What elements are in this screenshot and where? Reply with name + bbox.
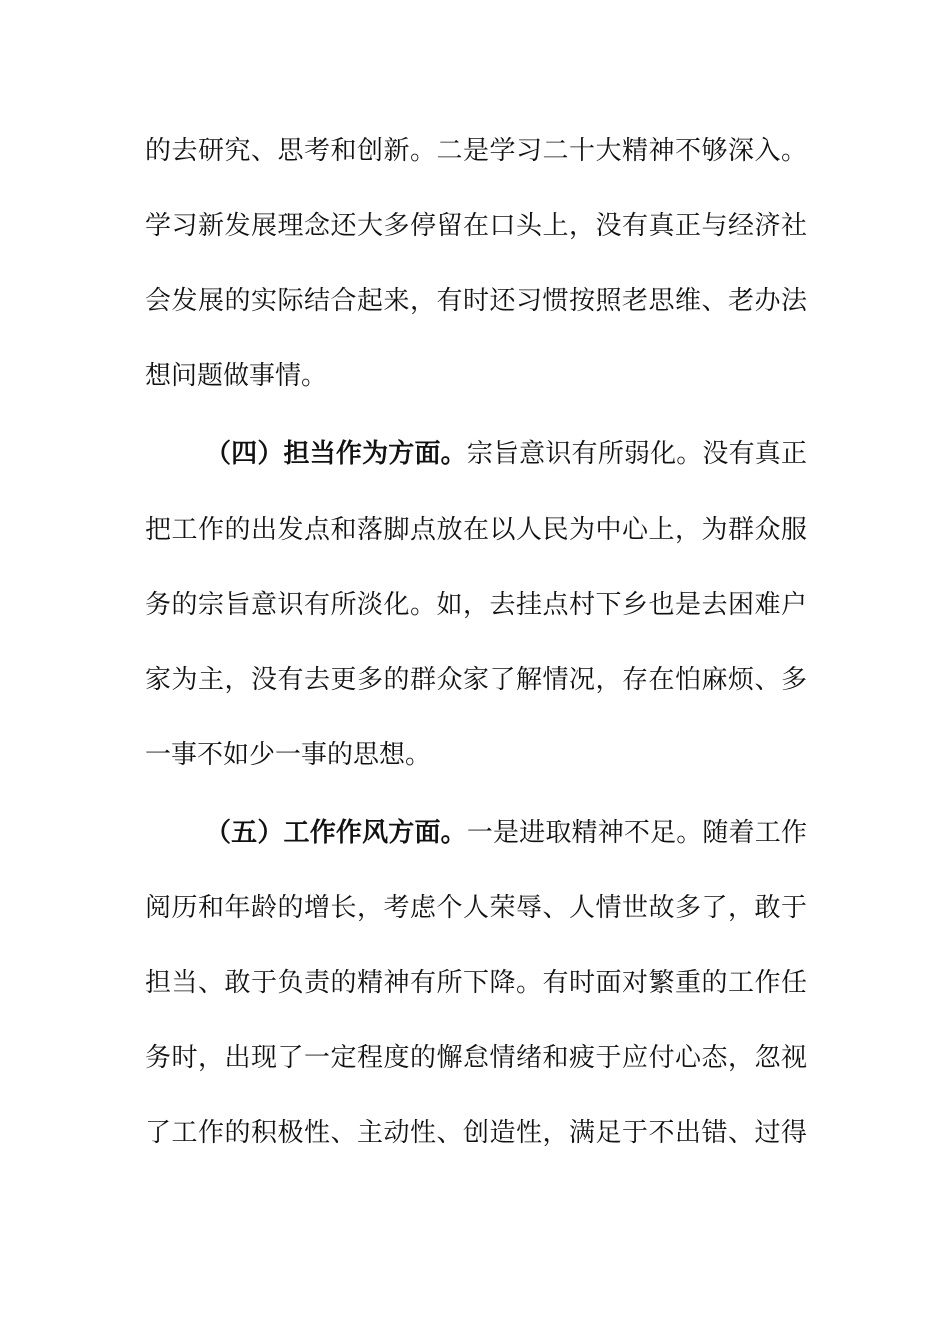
section-four-text: 宗旨意识有所弱化。没有真正 [466,439,807,469]
paragraph-line: 了工作的积极性、主动性、创造性，满足于不出错、过得 [145,1118,807,1148]
paragraph-line: 家为主，没有去更多的群众家了解情况，存在怕麻烦、多 [145,665,807,695]
paragraph-line: 的去研究、思考和创新。二是学习二十大精神不够深入。 [145,136,807,166]
paragraph-line: 一事不如少一事的思想。 [145,740,432,770]
paragraph-line: 务的宗旨意识有所淡化。如，去挂点村下乡也是去困难户 [145,590,807,620]
section-five-heading: （五）工作作风方面。 [205,818,467,848]
section-five-first-line [205,813,807,853]
paragraph-line: 会发展的实际结合起来，有时还习惯按照老思维、老办法 [145,286,807,316]
section-five-text: 一是进取精神不足。随着工作 [466,818,807,848]
paragraph-line: 学习新发展理念还大多停留在口头上，没有真正与经济社 [145,211,807,241]
paragraph-line: 想问题做事情。 [145,361,328,391]
paragraph-line: 务时，出现了一定程度的懈怠情绪和疲于应付心态，忽视 [145,1043,807,1073]
paragraph-line: 担当、敢于负责的精神有所下降。有时面对繁重的工作任 [145,968,807,998]
paragraph-line: 把工作的出发点和落脚点放在以人民为中心上，为群众服 [145,515,807,545]
section-four-heading: （四）担当作为方面。 [205,439,467,469]
section-four-first-line [205,434,807,474]
paragraph-line: 阅历和年龄的增长，考虑个人荣辱、人情世故多了，敢于 [145,893,807,923]
